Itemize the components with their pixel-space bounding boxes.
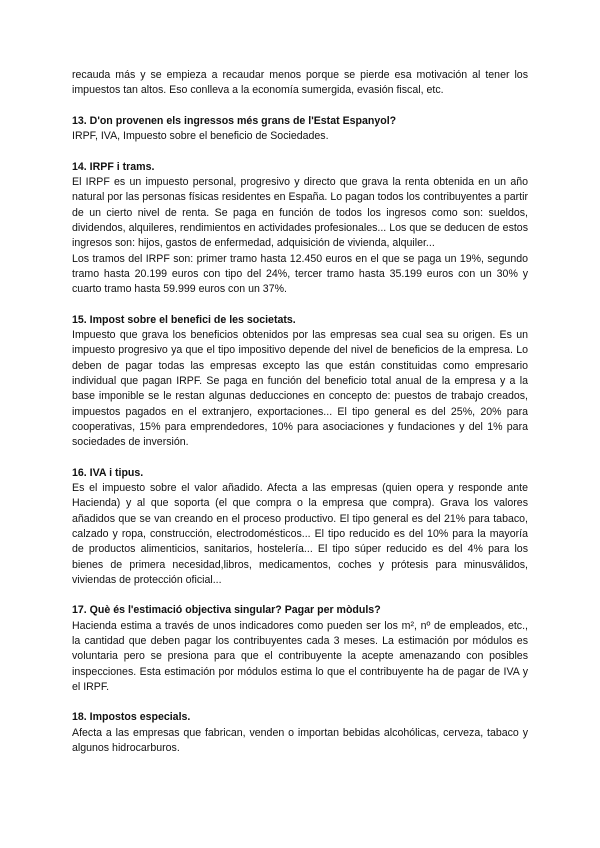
section-14 [72,160,528,298]
section-16 [72,466,528,588]
intro-paragraph: recauda más y se empieza a recaudar menos porque se pierde esa motivación al tener los impuestos tan altos. Eso conlleva a la economía sumergida, evasión fiscal, etc. [72,69,528,97]
section-title: 17. Què és l'estimació objectiva singular? Pagar per mòduls? [72,604,381,617]
section-13 [72,114,528,145]
section-title: 13. D'on provenen els ingressos més grans de l'Estat Espanyol? [72,114,397,127]
section-paragraph: Impuesto que grava los beneficios obtenidos por las empresas sea cual sea su origen. Es un impuesto progresivo ya que el tipo impositivo depende del nivel de beneficios de la empresa. Lo deben de pagar todas las empresas excepto las que están constituidas como empresario individual que pagan IRPF. Se paga en función del beneficio total anual de la empresa y a la base imponible se le restan algunas deducciones en concepto de: puestos de trabajo creados, impuestos pagados en el extranjero, exportaciones... El tipo general es del 25%, 20% para cooperativas, 15% para emprendedores, 10% para asociaciones y fundaciones y del 1% para sociedades de inversión. [72,329,528,449]
section-title: 15. Impost sobre el benefici de les societats. [72,313,296,326]
section-paragraph: IRPF, IVA, Impuesto sobre el beneficio de Sociedades. [72,130,329,143]
section-title: 18. Impostos especials. [72,711,191,724]
section-15 [72,313,528,451]
section-18 [72,710,528,756]
section-title: 16. IVA i tipus. [72,466,144,479]
section-17 [72,603,528,695]
section-paragraph: Los tramos del IRPF son: primer tramo hasta 12.450 euros en el que se paga un 19%, segundo tramo hasta 20.199 euros con tipo del 24%, tercer tramo hasta 35.199 euros con un 30% y cuarto tramo hasta 59.999 euros con un 37%. [72,252,528,296]
document-page [72,68,528,756]
section-paragraph: Es el impuesto sobre el valor añadido. Afecta a las empresas (quien opera y responde ante Hacienda) y al que soporta (el que compra o la empresa que compra). Grava los valores añadidos que se van creando en el proceso productivo. El tipo general es del 21% para tabaco, calzado y ropa, construcción, electrodomésticos... El tipo reducido es del 10% para la mayoría de productos alimenticios, sanitarios, hostelería... El tipo súper reducido es del 4% para los bienes de primera necesidad,libros, medicamentos, coches y prótesis para minusválidos, viviendas de protección oficial... [72,482,528,586]
section-paragraph: Hacienda estima a través de unos indicadores como pueden ser los m², nº de empleados, etc., la cantidad que deben pagar los contribuyentes cada 3 meses. La estimación por módulos es voluntaria pero se presiona para que el contribuyente la acepte amenazando con posibles inspecciones. Esta estimación por módulos estima lo que el contribuyente ha de pagar de IVA y el IRPF. [72,619,528,693]
section-paragraph: El IRPF es un impuesto personal, progresivo y directo que grava la renta obtenida en un año natural por las personas físicas residentes en España. Lo pagan todos los contribuyentes a partir de un cierto nivel de renta. Se paga en función de todos los ingresos como son: sueldos, dividendos, alquileres, rendimientos en actividades profesionales... Los que se deducen de estos ingresos son: hijos, gastos de enfermedad, adquisición de vivienda, alquiler... [72,176,528,250]
section-title: 14. IRPF i trams. [72,160,155,173]
section-paragraph: Afecta a las empresas que fabrican, venden o importan bebidas alcohólicas, cerveza, tabaco y algunos hidrocarburos. [72,726,528,755]
